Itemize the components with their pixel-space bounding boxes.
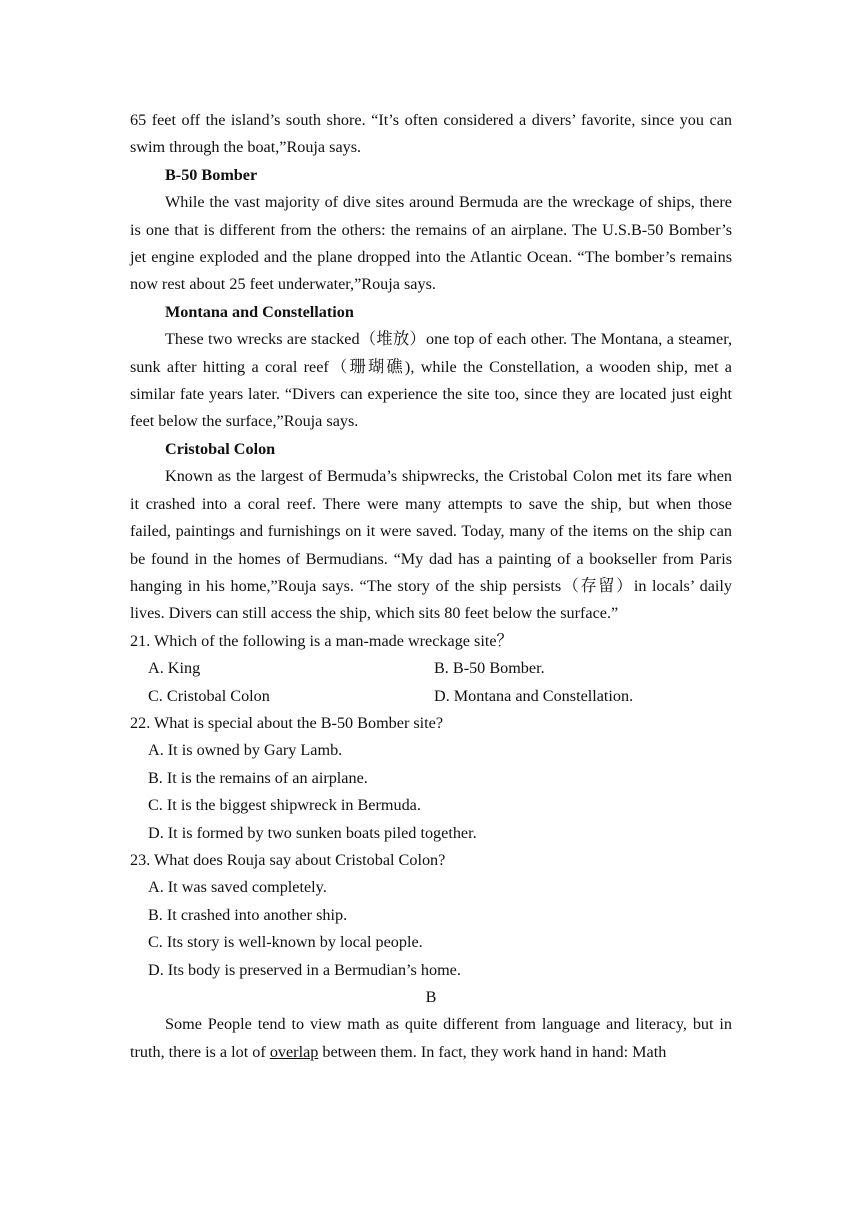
- question-22: [130, 710, 732, 847]
- option-b: B. It crashed into another ship.: [148, 905, 348, 924]
- passage-b-paragraph: [130, 1011, 732, 1066]
- option-row: [130, 683, 732, 710]
- section-heading-cristobal: Cristobal Colon: [165, 439, 276, 458]
- option-b: B. It is the remains of an airplane.: [148, 768, 368, 787]
- option-c: C. It is the biggest shipwreck in Bermuda.: [148, 796, 421, 815]
- option-row: [130, 655, 732, 682]
- option-a: A. King: [148, 659, 201, 678]
- paragraph-b50: While the vast majority of dive sites around Bermuda are the wreckage of ships, there is one that is different from the others: the remains of an airplane. The U.S.B-50 Bomber’s jet engine exploded and the plane dropped into the Atlantic Ocean. “The bomber’s remains now rest about 25 feet underwater,”Rouja says.: [130, 193, 732, 294]
- section-heading-montana: Montana and Constellation: [165, 302, 354, 321]
- question-stem: 21. Which of the following is a man-made wreckage site？: [130, 631, 513, 650]
- passage-b-text-before: Some People tend to view math as quite different from language and literacy, but in truth, there is a lot of: [130, 1015, 732, 1061]
- option-a: A. It was saved completely.: [148, 878, 327, 897]
- paragraph-montana: These two wrecks are stacked（堆放）one top of each other. The Montana, a steamer, sunk after hitting a coral reef（珊瑚礁), while the Constellation, a wooden ship, met a similar fate years later. “Divers can experience the site too, since they are located just eight feet below the surface,”Rouja says.: [130, 330, 732, 431]
- option-d: D. Montana and Constellation.: [434, 686, 634, 705]
- option-a: A. It is owned by Gary Lamb.: [148, 741, 343, 760]
- section-heading-b50: B-50 Bomber: [165, 165, 258, 184]
- passage-b-text-after: between them. In fact, they work hand in hand: Math: [318, 1042, 667, 1061]
- option-c: C. Cristobal Colon: [148, 686, 270, 705]
- question-23: [130, 847, 732, 984]
- paragraph-cristobal: Known as the largest of Bermuda’s shipwrecks, the Cristobal Colon met its fare when it crashed into a coral reef. There were many attempts to save the ship, but when those failed, paintings and furnishings on it were saved. Today, many of the items on the ship can be found in the homes of Bermudians. “My dad has a painting of a bookseller from Paris hanging in his home,”Rouja says. “The story of the ship persists（存留）in locals’ daily lives. Divers can still access the ship, which sits 80 feet below the surface.”: [130, 467, 732, 623]
- option-c: C. Its story is well-known by local people.: [148, 933, 423, 952]
- underlined-word-overlap: overlap: [269, 1042, 319, 1061]
- question-stem: 23. What does Rouja say about Cristobal Colon?: [130, 850, 446, 869]
- option-d: D. It is formed by two sunken boats piled together.: [148, 823, 477, 842]
- option-b: B. B-50 Bomber.: [434, 659, 545, 678]
- question-21: [130, 628, 732, 710]
- question-stem: 22. What is special about the B-50 Bomber site?: [130, 713, 444, 732]
- intro-paragraph: 65 feet off the island’s south shore. “It’s often considered a divers’ favorite, since you can swim through the boat,”Rouja says.: [130, 111, 732, 157]
- option-d: D. Its body is preserved in a Bermudian’s home.: [148, 960, 461, 979]
- passage-b-label: B: [425, 988, 437, 1006]
- document-page: [130, 107, 732, 1066]
